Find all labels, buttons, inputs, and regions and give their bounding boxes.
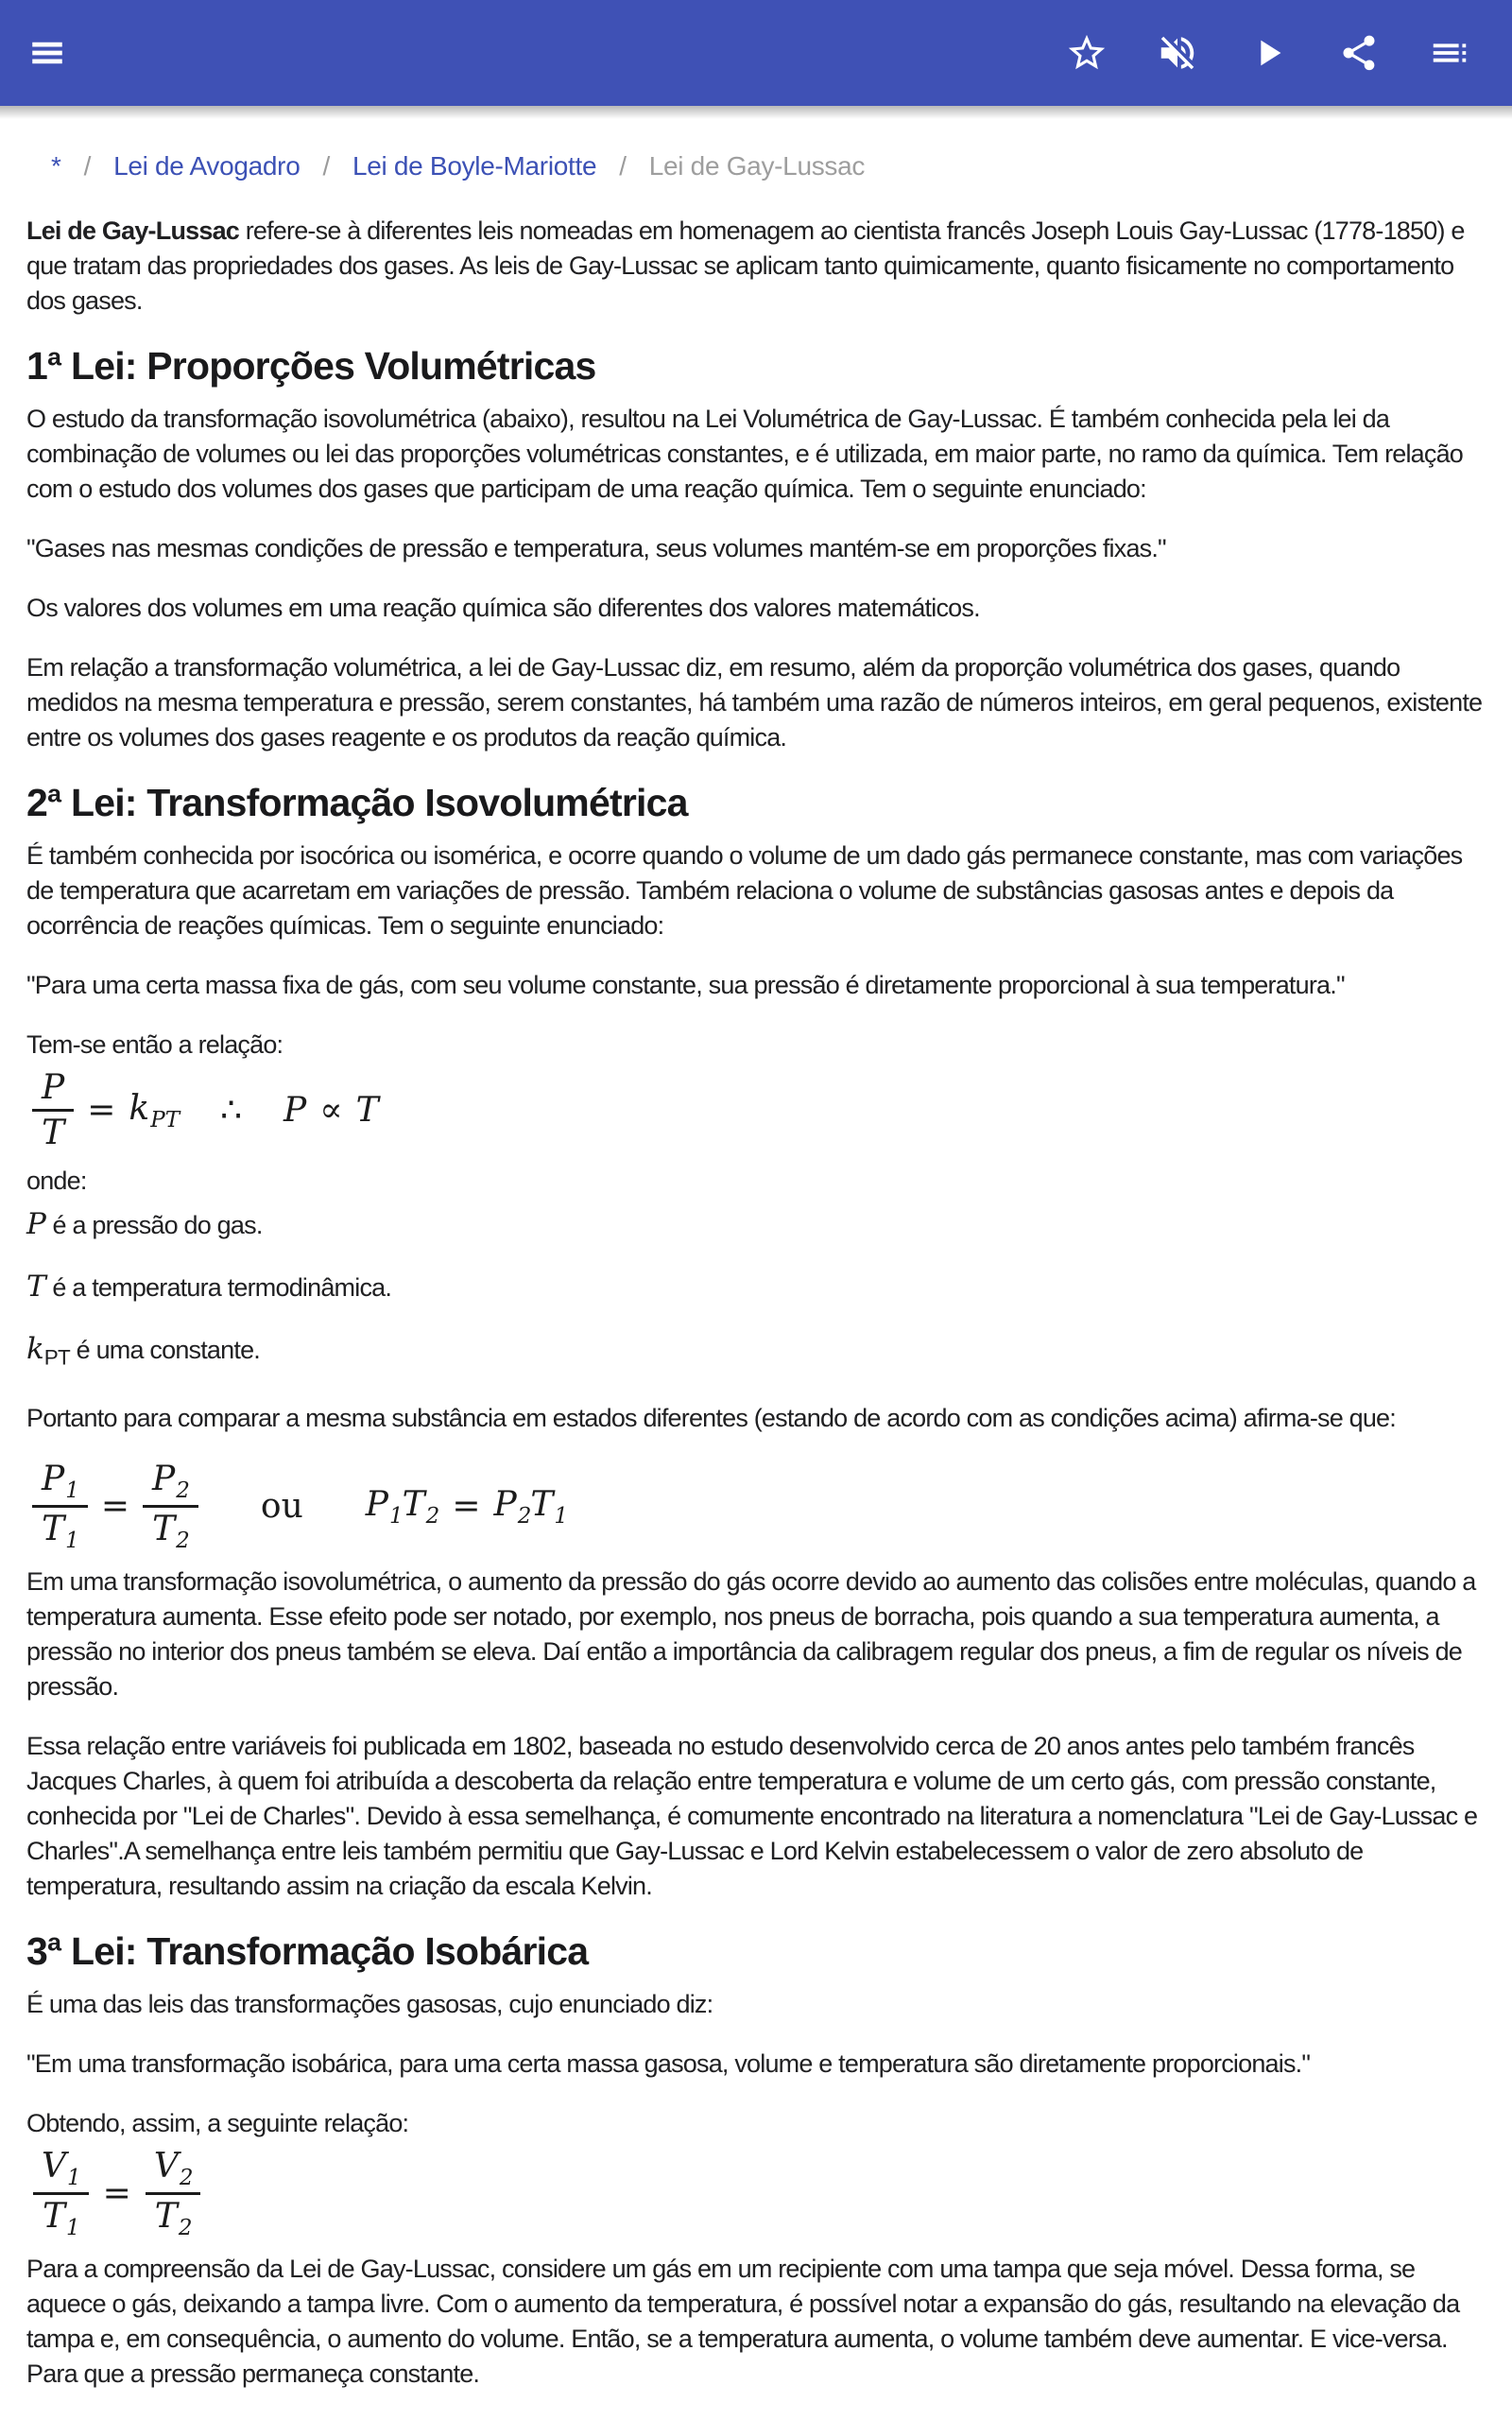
math-var: T xyxy=(42,1114,65,1152)
volume-off-icon xyxy=(1156,31,1199,75)
proportional-sign: ∝ xyxy=(319,1091,343,1130)
fraction-v2-over-t2: V $_2$ T $_2$ xyxy=(145,2149,202,2238)
section3-paragraph: É uma das leis das transformações gasosas, cujo enunciado diz: xyxy=(26,1990,713,2019)
formula-two-states xyxy=(32,1460,1486,1554)
toc-icon xyxy=(1428,31,1471,75)
star-outline-icon xyxy=(1065,31,1108,75)
breadcrumb-separator: / xyxy=(83,151,92,181)
section1-heading: 1ª Lei: Proporções Volumétricas xyxy=(26,344,596,388)
fraction-p1-over-t1: P $_1$ T $_1$ xyxy=(32,1461,88,1551)
section2-heading: 2ª Lei: Transformação Isovolumétrica xyxy=(26,781,688,824)
fraction-p-over-t xyxy=(32,1070,74,1150)
breadcrumb-current: Lei de Gay-Lussac xyxy=(648,151,866,181)
app-bar xyxy=(0,0,1512,106)
equals-sign: = xyxy=(87,1091,116,1130)
section3-paragraph: Para a compreensão da Lei de Gay-Lussac, considere um gás em um recipiente com uma tampa que seja móvel. Dessa forma, se aquece o gás, deixando a tampa livre. Com o aumento da temperatura, é possível notar a expansão do gás, resultando na elevação da tampa e, em consequência, o aumento do volume. Então, se a temperatura aumenta, o volume também deve aumentar. E vice-versa. Para que a pressão permaneça constante. xyxy=(26,2255,1460,2389)
section1-paragraph: Os valores dos volumes em uma reação química são diferentes dos valores matemáticos. xyxy=(26,594,980,622)
symbol-definitions xyxy=(26,1206,1486,1437)
section2-paragraph: É também conhecida por isocórica ou isomérica, e ocorre quando o volume de um dado gás permanece constante, mas com variações de temperatura que acarretam em variações de pressão. Também relaciona o volume de substâncias gasosas antes e depois da ocorrência de reações químicas. Tem o seguinte enunciado: xyxy=(26,841,1463,940)
play-button[interactable] xyxy=(1246,30,1291,76)
breadcrumb-link-lei-de-avogadro[interactable]: Lei de Avogadro xyxy=(113,151,301,181)
math-product-left: P $_1$ T $_2$ xyxy=(365,1484,440,1529)
breadcrumb-link-lei-de-boyle-mariotte[interactable]: Lei de Boyle-Mariotte xyxy=(352,151,597,181)
definition-line: T é a temperatura termodinâmica. xyxy=(26,1270,392,1304)
mute-button[interactable] xyxy=(1155,30,1200,76)
definition-line: P é a pressão do gas. xyxy=(26,1207,263,1241)
math-var: T xyxy=(355,1091,379,1130)
toc-button[interactable] xyxy=(1427,30,1472,76)
breadcrumb-home-link[interactable]: * xyxy=(51,151,61,181)
section2-paragraph: Portanto para comparar a mesma substância em estados diferentes (estando de acordo com as condições acima) afirma-se que: xyxy=(26,1404,1396,1433)
equals-sign: = xyxy=(102,2174,131,2214)
breadcrumb-separator: / xyxy=(322,151,330,181)
section3-heading: 3ª Lei: Transformação Isobárica xyxy=(26,1929,589,1974)
fraction-p2-over-t2: P $_2$ T $_2$ xyxy=(143,1461,198,1551)
app-bar-shadow xyxy=(0,106,1512,119)
section3-paragraph: Obtendo, assim, a seguinte relação: xyxy=(26,2109,409,2138)
favorite-button[interactable] xyxy=(1064,30,1109,76)
formula-pressure-temperature xyxy=(32,1070,1486,1150)
intro-paragraph xyxy=(26,214,1486,319)
breadcrumb-separator: / xyxy=(619,151,627,181)
math-product-right: P $_2$ T $_1$ xyxy=(493,1484,569,1529)
play-icon xyxy=(1246,31,1290,75)
article xyxy=(0,182,1512,2392)
intro-term: Lei de Gay-Lussac xyxy=(26,216,239,245)
fraction-v1-over-t1: V $_1$ T $_1$ xyxy=(32,2149,90,2238)
menu-button[interactable] xyxy=(25,30,70,76)
formula-volume-temperature xyxy=(32,2147,1486,2241)
equals-sign: = xyxy=(100,1487,130,1527)
math-var: P xyxy=(42,1068,65,1107)
section2-paragraph: Em uma transformação isovolumétrica, o aumento da pressão do gás ocorre devido ao aumento das colisões entre moléculas, quando a temperatura aumenta. Esse efeito pode ser notado, por exemplo, nos pneus de borracha, pois quando a sua temperatura aumenta, a pressão no interior dos pneus também se eleva. Daí então a importância da calibragem regular dos pneus, a fim de regular os níveis de pressão. xyxy=(26,1567,1476,1702)
app-bar-actions xyxy=(1064,30,1472,76)
section3-quote: "Em uma transformação isobárica, para uma certa massa gasosa, volume e temperatura são diretamente proporcionais." xyxy=(26,2049,1311,2079)
section2-paragraph: Essa relação entre variáveis foi publicada em 1802, baseada no estudo desenvolvido cerca de 20 anos antes pelo também francês Jacques Charles, à quem foi atribuída a descoberta da relação entre temperatura e volume de um certo gás, com pressão constante, conhecida por "Lei de Charles". Devido à essa semelhança, é comumente encontrado na literatura a nomenclatura "Lei de Gay-Lussac e Charles".A semelhança entre leis também permitiu que Gay-Lussac e Lord Kelvin estabelecessem o valor de zero absoluto de temperatura, resultando assim na criação da escala Kelvin. xyxy=(26,1732,1478,1901)
section2-quote: "Para uma certa massa fixa de gás, com seu volume constante, sua pressão é diretamente proporcional à sua temperatura." xyxy=(26,971,1345,999)
breadcrumb xyxy=(0,119,1512,182)
ou-connector: ou xyxy=(260,1487,303,1527)
section1-quote: "Gases nas mesmas condições de pressão e temperatura, seus volumes mantém-se em proporções fixas." xyxy=(26,534,1166,562)
math-constant-kpt: k $_{PT}$ xyxy=(129,1088,180,1132)
intro-text: refere-se à diferentes leis nomeadas em homenagem ao cientista francês Joseph Louis Gay-Lussac (1778-1850) e que tratam das propriedades dos gases. As leis de Gay-Lussac se aplicam tanto quimicamente, quanto fisicamente no comportamento dos gases. xyxy=(26,216,1465,315)
menu-icon xyxy=(27,33,67,73)
section1-paragraph: Em relação a transformação volumétrica, a lei de Gay-Lussac diz, em resumo, além da proporção volumétrica dos gases, quando medidos na mesma temperatura e pressão, serem constantes, há também uma razão de números inteiros, em geral pequenos, existente entre os volumes dos gases reagente e os produtos da reação química. xyxy=(26,653,1483,752)
share-button[interactable] xyxy=(1336,30,1382,76)
therefore-sign: ∴ xyxy=(220,1091,242,1130)
section1-paragraph: O estudo da transformação isovolumétrica (abaixo), resultou na Lei Volumétrica de Gay-Lussac. É também conhecida pela lei da combinação de volumes ou lei das proporções volumétricas constantes, e é utilizada, em maior parte, no ramo da química. Tem relação com o estudo dos volumes dos gases que participam de uma reação química. Tem o seguinte enunciado: xyxy=(26,405,1464,503)
equals-sign: = xyxy=(452,1487,481,1527)
share-icon xyxy=(1338,32,1380,74)
definition-line: $k_{PT}$ é uma constante. xyxy=(26,1332,260,1370)
relation-intro: Tem-se então a relação: xyxy=(26,1030,284,1059)
onde-label: onde: xyxy=(26,1167,87,1195)
math-var: P xyxy=(283,1091,307,1130)
